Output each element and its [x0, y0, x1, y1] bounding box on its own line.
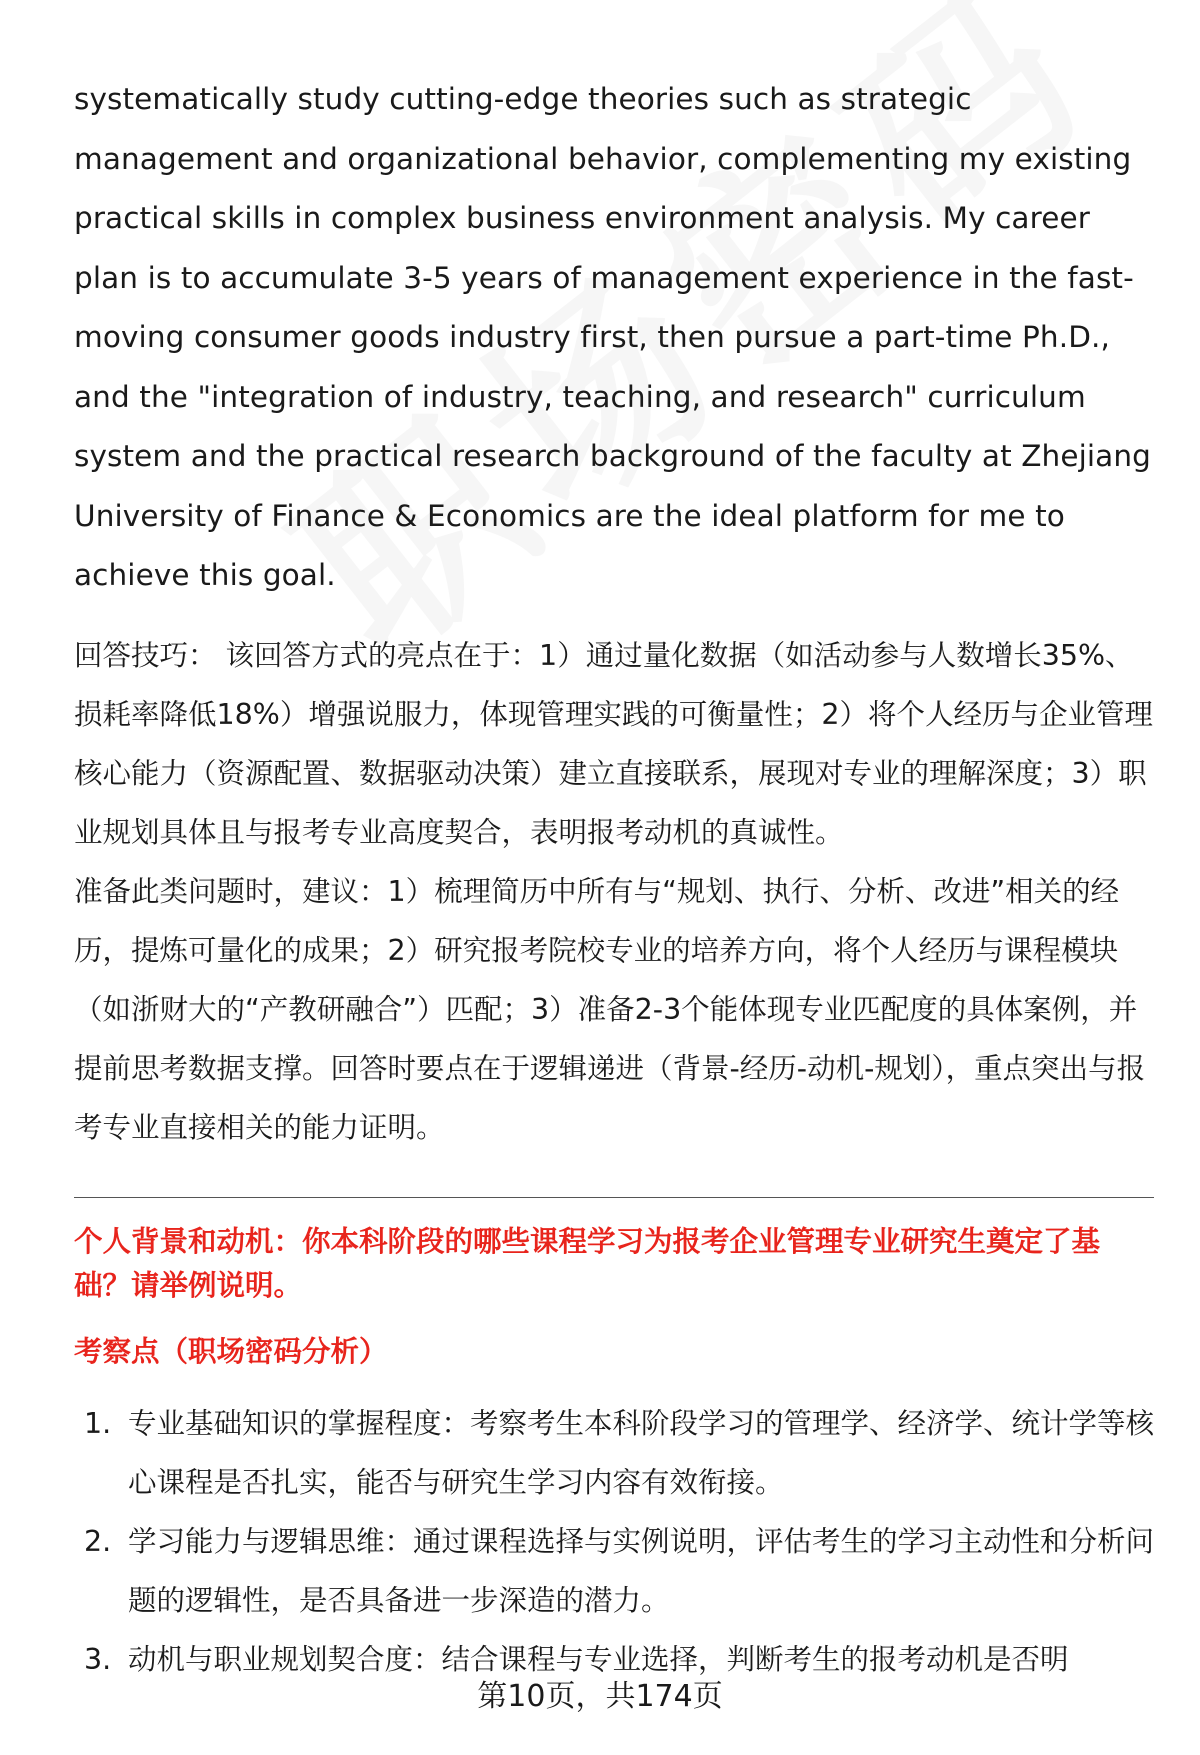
answer-tip-paragraph: 回答技巧： 该回答方式的亮点在于：1）通过量化数据（如活动参与人数增长35%、损耗率降低18%）增强说服力，体现管理实践的可衡量性；2）将个人经历与企业管理核心能力（资源配置、数据驱动决策）建立直接联系，展现对专业的理解深度；3）职业规划具体且与报考专业高度契合，表明报考动机的真诚性。 — [74, 638, 1153, 849]
english-paragraph: systematically study cutting-edge theories such as strategic management and organizational behavior, complementing my existing practical skills in complex business environment analysis. My career plan is to accumulate 3-5 years of management experience in the fast-moving consumer goods industry first, then pursue a part-time Ph.D., and the "integration of industry, teaching, and research" curriculum system and the practical research background of the faculty at Zhejiang University of Finance & Economics are the ideal platform for me to achieve this goal. — [74, 82, 1151, 592]
prep-advice-paragraph: 准备此类问题时，建议：1）梳理简历中所有与“规划、执行、分析、改进”相关的经历，提炼可量化的成果；2）研究报考院校专业的培养方向，将个人经历与课程模块（如浙财大的“产教研融合”）匹配；3）准备2-3个能体现专业匹配度的具体案例，并提前思考数据支撑。回答时要点在于逻辑递进（背景-经历-动机-规划），重点突出与报考专业直接相关的能力证明。 — [74, 874, 1146, 1144]
list-item-text: 学习能力与逻辑思维：通过课程选择与实例说明，评估考生的学习主动性和分析问题的逻辑性，是否具备进一步深造的潜力。 — [128, 1524, 1155, 1617]
analysis-points-list — [74, 1394, 1154, 1689]
section-divider — [74, 1197, 1154, 1198]
list-item-text: 专业基础知识的掌握程度：考察考生本科阶段学习的管理学、经济学、统计学等核心课程是否扎实，能否与研究生学习内容有效衔接。 — [128, 1406, 1155, 1499]
analysis-section-title: 考察点（职场密码分析） — [74, 1334, 388, 1368]
page-number-footer: 第10页，共174页 — [477, 1679, 723, 1714]
list-item-number: 3. — [84, 1642, 112, 1676]
page-content — [74, 70, 1154, 1689]
list-item-text: 动机与职业规划契合度：结合课程与专业选择，判断考生的报考动机是否明 — [128, 1642, 1069, 1676]
list-item — [74, 1394, 1154, 1512]
list-item-number: 1. — [84, 1406, 112, 1440]
list-item-number: 2. — [84, 1524, 112, 1558]
list-item — [74, 1512, 1154, 1630]
question-heading: 个人背景和动机：你本科阶段的哪些课程学习为报考企业管理专业研究生奠定了基础？请举例说明。 — [74, 1224, 1101, 1302]
answer-tips — [74, 626, 1154, 1157]
